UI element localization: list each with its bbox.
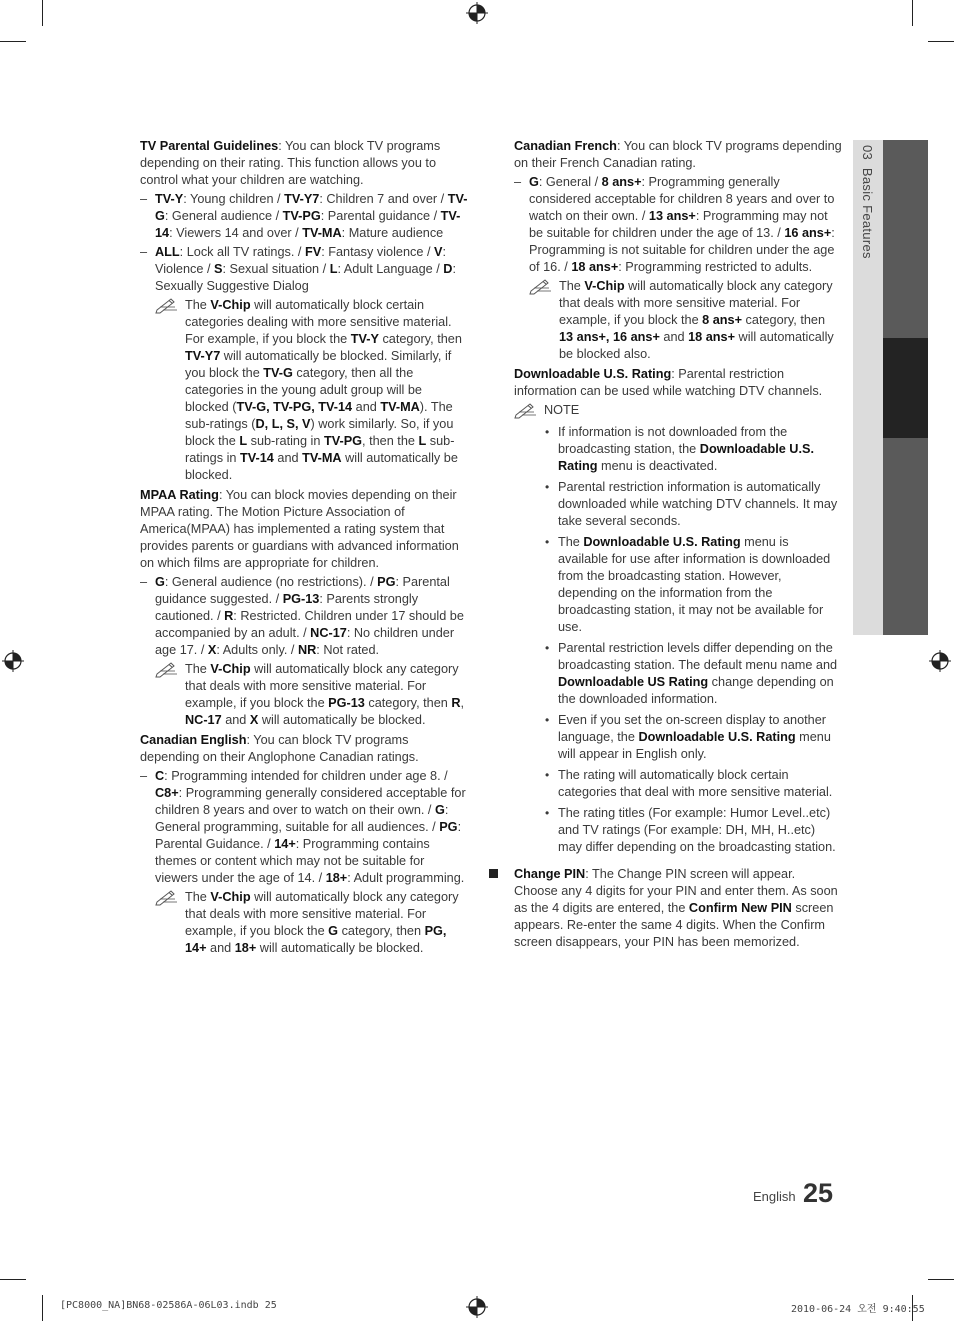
crop-mark bbox=[928, 1279, 954, 1280]
print-file-info: [PC8000_NA]BN68-02586A-06L03.indb 25 bbox=[60, 1300, 277, 1311]
page-language: English bbox=[753, 1189, 796, 1204]
mpaa-ratings-item: – G: General audience (no restrictions). / PG: Parental guidance suggested. / PG-13: Parents strongly cautioned. / R: Restricted. Children under 17 should be accompanied by an adult. / NC-17: No children under age 17. / X: Adults only. / NR: Not rated. bbox=[140, 574, 468, 659]
print-date-info: 2010-06-24 오전 9:40:55 bbox=[791, 1304, 925, 1315]
registration-mark-icon bbox=[466, 1296, 488, 1318]
tv-subratings-item: – ALL: Lock all TV ratings. / FV: Fantasy violence / V: Violence / S: Sexual situation / L: Adult Language / D: Sexually Suggestive Dialog bbox=[140, 244, 468, 295]
tv-parental-guidelines-section: TV Parental Guidelines: You can block TV programs depending on their rating. This function allows you to control what your children are watching. bbox=[140, 139, 441, 187]
note-bullet: • Parental restriction information is automatically downloaded while watching DTV channels. It may take several seconds. bbox=[514, 479, 842, 530]
note-bullet: • The rating will automatically block certain categories that deal with more sensitive material. bbox=[514, 767, 842, 801]
chapter-block bbox=[883, 140, 928, 338]
crop-mark bbox=[42, 1295, 43, 1321]
vchip-note: The V-Chip will automatically block certain categories dealing with more sensitive material. For example, if you block the TV-Y category, then TV-Y7 will automatically be blocked. Similarly, if you block the TV-G category, then all the categories in the young adult group will be blocked (TV-G, TV-PG, TV-14 and TV-MA). The sub-ratings (D, L, S, V) work similarly. So, if you block the L sub-rating in TV-PG, then the L sub-ratings in TV-14 and TV-MA will automatically be blocked. bbox=[140, 297, 468, 484]
crop-mark bbox=[0, 41, 26, 42]
canadian-english-section: Canadian English: You can block TV programs depending on their Anglophone Canadian ratings. bbox=[140, 733, 419, 764]
registration-mark-icon bbox=[2, 650, 24, 672]
note-bullet: • The rating titles (For example: Humor Level..etc) and TV ratings (For example: DH, MH, H..etc) may differ depending on the broadcasting station. bbox=[514, 805, 842, 856]
note-bullet: • The Downloadable U.S. Rating menu is available for use after information is downloaded from the broadcasting station. However, depending on the information from the broadcasting station, it may not be available for use. bbox=[514, 534, 842, 636]
note-bullet: • If information is not downloaded from the broadcasting station, the Downloadable U.S. Rating menu is deactivated. bbox=[514, 424, 842, 475]
mpaa-rating-section: MPAA Rating: You can block movies depending on their MPAA rating. The Motion Picture Association of America(MPAA) has implemented a rating system that provides parents or guardians with advanced information on which films are appropriate for children. bbox=[140, 488, 459, 570]
chapter-block-active bbox=[883, 338, 928, 438]
left-column bbox=[140, 138, 468, 957]
page-number: 25 bbox=[803, 1178, 834, 1208]
change-pin-item: Change PIN: The Change PIN screen will appear. Choose any 4 digits for your PIN and enter them. As soon as the 4 digits are entered, the Confirm New PIN screen appears. Re-enter the same 4 digits. When the Confirm screen disappears, your PIN has been memorized. bbox=[514, 866, 842, 951]
square-bullet-icon bbox=[489, 869, 498, 878]
crop-mark bbox=[0, 1279, 26, 1280]
registration-mark-icon bbox=[929, 650, 951, 672]
registration-mark-icon bbox=[466, 2, 488, 24]
tv-ratings-item: – TV-Y: Young children / TV-Y7: Children 7 and over / TV-G: General audience / TV-PG: Parental guidance / TV-14: Viewers 14 and over / TV-MA: Mature audience bbox=[140, 191, 468, 242]
crop-mark bbox=[928, 41, 954, 42]
canadian-french-ratings-item: – G: General / 8 ans+: Programming generally considered acceptable for children 8 years and over to watch on their own. / 13 ans+: Programming may not be suitable for children under the age of 13. / 16 ans+: Programming is not suitable for children under the age of 16. / 18 ans+: Programming restricted to adults. bbox=[514, 174, 842, 276]
crop-mark bbox=[912, 0, 913, 26]
crop-mark bbox=[42, 0, 43, 26]
downloadable-us-rating-section: Downloadable U.S. Rating: Parental restriction information can be used while watching DTV channels. bbox=[514, 367, 823, 398]
pencil-note-icon bbox=[155, 660, 179, 678]
canadian-french-section: Canadian French: You can block TV programs depending on their French Canadian rating. bbox=[514, 139, 842, 170]
chapter-label: 03 Basic Features bbox=[860, 145, 875, 259]
right-column bbox=[514, 138, 842, 951]
note-bullet: • Even if you set the on-screen display to another language, the Downloadable U.S. Rating menu will appear in English only. bbox=[514, 712, 842, 763]
pencil-note-icon bbox=[155, 888, 179, 906]
vchip-note: The V-Chip will automatically block any category that deals with more sensitive material. For example, if you block the PG-13 category, then R, NC-17 and X will automatically be blocked. bbox=[140, 661, 468, 729]
chapter-block bbox=[883, 438, 928, 635]
vchip-note: The V-Chip will automatically block any category that deals with more sensitive material. For example, if you block the G category, then PG, 14+ and 18+ will automatically be blocked. bbox=[140, 889, 468, 957]
canadian-english-ratings-item: – C: Programming intended for children under age 8. / C8+: Programming generally considered acceptable for children 8 years and over to watch on their own. / G: General programming, suitable for all audiences. / PG: Parental Guidance. / 14+: Programming contains themes or content which may not be suitable for viewers under the age of 14. / 18+: Adult programming. bbox=[140, 768, 468, 887]
note-bullet: • Parental restriction levels differ depending on the broadcasting station. The default menu name and Downloadable US Rating change depending on the downloaded information. bbox=[514, 640, 842, 708]
vchip-note: The V-Chip will automatically block any category that deals with more sensitive material. For example, if you block the 8 ans+ category, then 13 ans+, 16 ans+ and 18 ans+ will automatically be blocked also. bbox=[514, 278, 842, 363]
note-heading: NOTE bbox=[514, 402, 842, 419]
pencil-note-icon bbox=[529, 277, 553, 295]
pencil-note-icon bbox=[514, 401, 538, 419]
pencil-note-icon bbox=[155, 296, 179, 314]
